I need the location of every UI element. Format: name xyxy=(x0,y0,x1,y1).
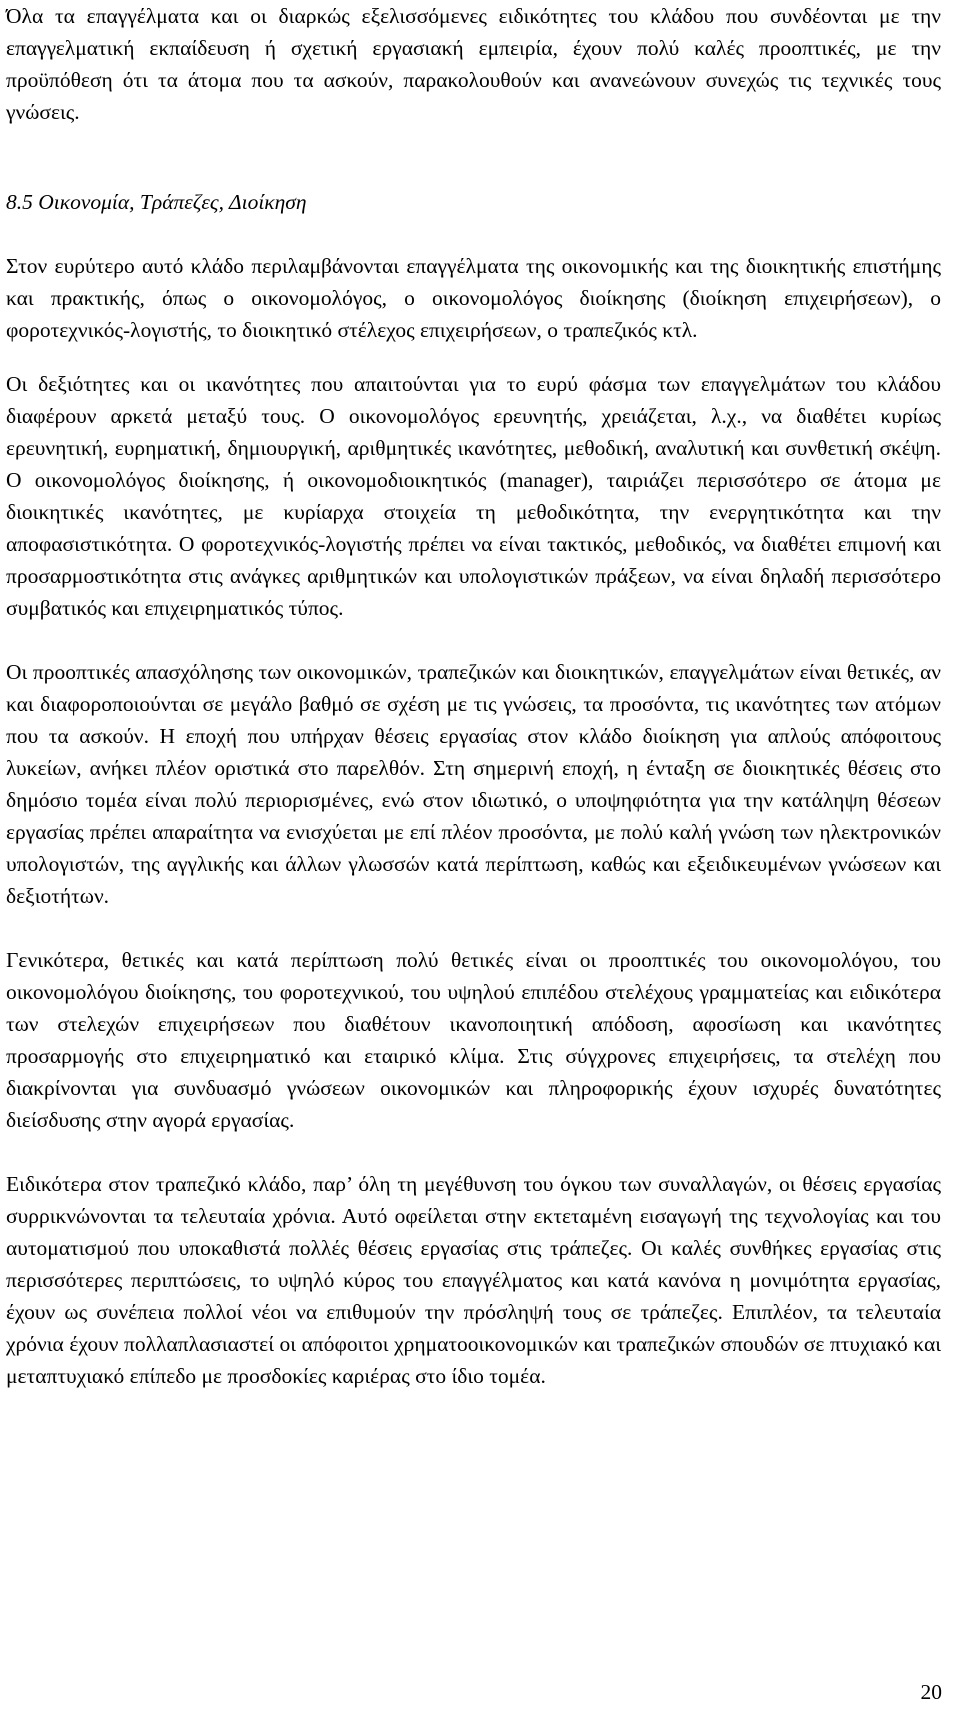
section-number: 8.5 xyxy=(6,190,33,214)
page-number: 20 xyxy=(920,1680,942,1704)
section-heading xyxy=(6,186,941,218)
intro-paragraph: Όλα τα επαγγέλματα και οι διαρκώς εξελισσόμενες ειδικότητες του κλάδου που συνδέονται με την επαγγελματική εκπαίδευση ή σχετική εργασιακή εμπειρία, έχουν πολύ καλές προοπτικές, με την προϋπόθεση ότι τα άτομα που τα ασκούν, παρακολουθούν και ανανεώνουν συνεχώς τις τεχνικές τους γνώσεις. xyxy=(6,4,941,124)
paragraph-banking: Ειδικότερα στον τραπεζικό κλάδο, παρ’ όλη τη μεγέθυνση του όγκου των συναλλαγών, οι θέσεις εργασίας συρρικνώνονται τα τελευταία χρόνια. Αυτό οφείλεται στην εκτεταμένη εισαγωγή της τεχνολογίας και του αυτοματισμού που υποκαθιστά πολλές θέσεις εργασίας στις τράπεζες. Οι καλές συνθήκες εργασίας στις περισσότερες περιπτώσεις, το υψηλό κύρος του επαγγέλματος και κατά κανόνα η μονιμότητα εργασίας, έχουν ως συνέπεια πολλοί νέοι να επιθυμούν την πρόσληψή τους σε τράπεζες. Επιπλέον, τα τελευταία χρόνια έχουν πολλαπλασιαστεί οι απόφοιτοι χρηματοοικονομικών και τραπεζικών σπουδών σε πτυχιακό και μεταπτυχιακό επίπεδο με προσδοκίες καριέρας στο ίδιο τομέα. xyxy=(6,1172,941,1388)
paragraph-scope: Στον ευρύτερο αυτό κλάδο περιλαμβάνονται επαγγέλματα της οικονομικής και της διοικητικής επιστήμης και πρακτικής, όπως ο οικονομολόγος, ο οικονομολόγος διοίκησης (διοίκηση επιχειρήσεων), ο φοροτεχνικός-λογιστής, το διοικητικό στέλεχος επιχειρήσεων, ο τραπεζικός κτλ. xyxy=(6,254,941,342)
document-body xyxy=(6,0,941,1392)
paragraph-general: Γενικότερα, θετικές και κατά περίπτωση πολύ θετικές είναι οι προοπτικές του οικονομολόγου, του οικονομολόγου διοίκησης, του φοροτεχνικού, του υψηλού επιπέδου στελέχους γραμματείας και ειδικότερα των στελεχών επιχειρήσεων που διαθέτουν ικανοποιητική απόδοση, αφοσίωση και ικανότητες προσαρμογής στο επιχειρηματικό και εταιρικό κλίμα. Στις σύγχρονες επιχειρήσεις, τα στελέχη που διακρίνονται για συνδυασμό γνώσεων οικονομικών και πληροφορικής έχουν ισχυρές δυνατότητες διείσδυσης στην αγορά εργασίας. xyxy=(6,948,941,1132)
section-title: Οικονομία, Τράπεζες, Διοίκηση xyxy=(38,190,307,214)
paragraph-prospects: Οι προοπτικές απασχόλησης των οικονομικών, τραπεζικών και διοικητικών, επαγγελμάτων είναι θετικές, αν και διαφοροποιούνται σε μεγάλο βαθμό σε σχέση με τις γνώσεις, τα προσόντα, τις ικανότητες των ατόμων που τα ασκούν. Η εποχή που υπήρχαν θέσεις εργασίας στον κλάδο διοίκηση για απλούς απόφοιτους λυκείων, ανήκει πλέον οριστικά στο παρελθόν. Στη σημερινή εποχή, η ένταξη σε διοικητικές θέσεις στο δημόσιο τομέα είναι πολύ περιορισμένες, ενώ στον ιδιωτικό, ο υποψηφιότητα για την κατάληψη θέσεων εργασίας πρέπει απαραίτητα να ενισχύεται με επί πλέον προσόντα, με πολύ καλή γνώση των ηλεκτρονικών υπολογιστών, της αγγλικής και άλλων γλωσσών κατά περίπτωση, καθώς και εξειδικευμένων γνώσεων και δεξιοτήτων. xyxy=(6,660,941,908)
paragraph-skills: Οι δεξιότητες και οι ικανότητες που απαιτούνται για το ευρύ φάσμα των επαγγελμάτων του κλάδου διαφέρουν αρκετά μεταξύ τους. Ο οικονομολόγος ερευνητής, χρειάζεται, λ.χ., να διαθέτει κυρίως ερευνητική, ευρηματική, δημιουργική, αριθμητικές ικανότητες, μεθοδική, αναλυτική και συνθετική σκέψη. Ο οικονομολόγος διοίκησης, ή οικονομοδιοικητικός (manager), ταιριάζει περισσότερο σε άτομα με διοικητικές ικανότητες, με κυρίαρχα στοιχεία τη μεθοδικότητα, την ενεργητικότητα και την αποφασιστικότητα. Ο φοροτεχνικός-λογιστής πρέπει να είναι τακτικός, μεθοδικός, να διαθέτει επιμονή και προσαρμοστικότητα στις ανάγκες αριθμητικών και υπολογιστικών πράξεων, να είναι δηλαδή περισσότερο συμβατικός και επιχειρηματικός τύπος. xyxy=(6,372,941,620)
